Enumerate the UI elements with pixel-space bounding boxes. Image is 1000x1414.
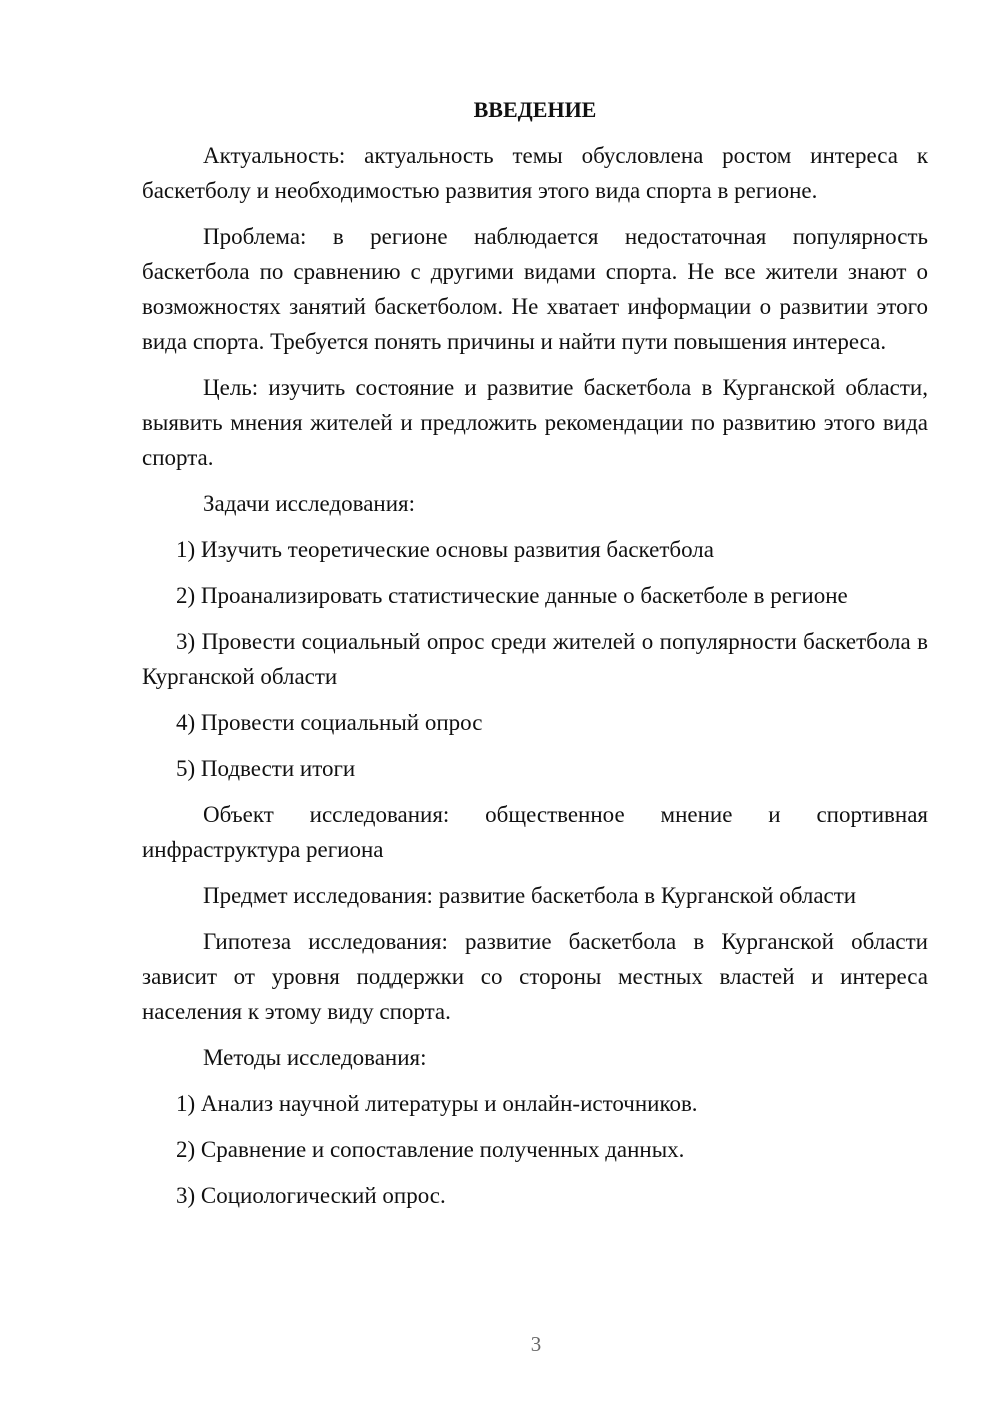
methods-heading: Методы исследования: [203,1045,427,1070]
task-item: 1) Изучить теоретические основы развития баскетбола [176,537,714,562]
method-item: 2) Сравнение и сопоставление полученных данных. [176,1137,685,1162]
section-title: ВВЕДЕНИЕ [473,97,597,122]
hypothesis-paragraph: Гипотеза исследования: развитие баскетбола в Курганской области зависит от уровня поддержки со стороны местных властей и интереса населения к этому виду спорта. [142,929,928,1024]
method-item: 3) Социологический опрос. [176,1183,446,1208]
relevance-paragraph: Актуальность: актуальность темы обусловлена ростом интереса к баскетболу и необходимостью развития этого вида спорта в регионе. [142,143,928,203]
task-item: 2) Проанализировать статистические данные о баскетболе в регионе [176,583,848,608]
task-item: 5) Подвести итоги [176,756,356,781]
goal-paragraph: Цель: изучить состояние и развитие баскетбола в Курганской области, выявить мнения жителей и предложить рекомендации по развитию этого вида спорта. [142,375,928,470]
subject-paragraph: Предмет исследования: развитие баскетбола в Курганской области [203,883,857,908]
problem-paragraph: Проблема: в регионе наблюдается недостаточная популярность баскетбола по сравнению с другими видами спорта. Не все жители знают о возможностях занятий баскетболом. Не хватает информации о развитии этого вида спорта. Требуется понять причины и найти пути повышения интереса. [142,224,928,354]
method-item: 1) Анализ научной литературы и онлайн-источников. [176,1091,698,1116]
task-item: 4) Провести социальный опрос [176,710,483,735]
task-item: 3) Провести социальный опрос среди жителей о популярности баскетбола в Курганской области [142,629,928,689]
tasks-heading: Задачи исследования: [203,491,416,516]
page-number: 3 [530,1332,542,1356]
object-paragraph: Объект исследования: общественное мнение и спортивная инфраструктура региона [142,802,928,862]
document-page [142,92,928,1224]
